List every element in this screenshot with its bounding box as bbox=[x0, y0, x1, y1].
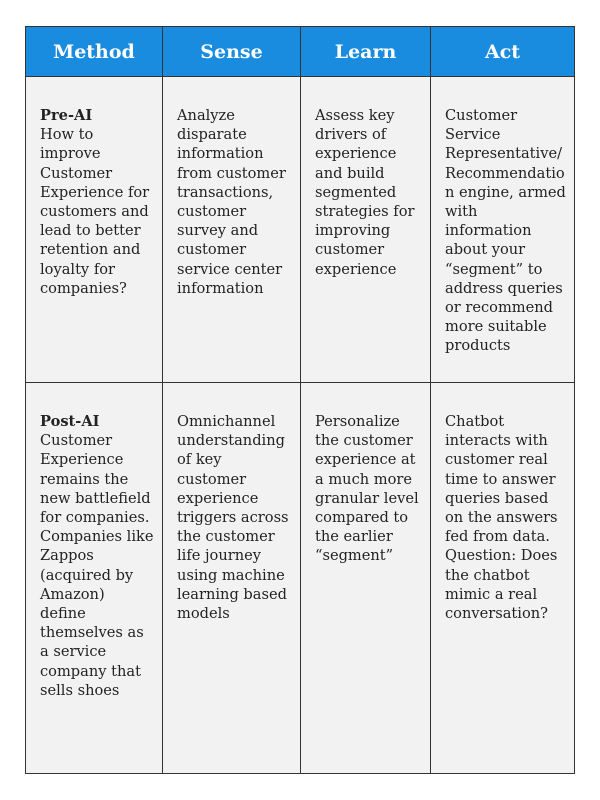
header-sense: Sense bbox=[163, 27, 301, 77]
header-method: Method bbox=[26, 27, 163, 77]
cell-post-ai-act: Chatbot interacts with customer real time to answer queries based on the answers fed from data. Question: Does the chatbot mimic a real conversation? bbox=[431, 383, 574, 773]
header-act: Act bbox=[431, 27, 574, 77]
cell-pre-ai-act: Customer Service Representative/ Recommendation engine, armed with information about your “segment” to address queries or recommend more suitable products bbox=[431, 77, 574, 383]
method-text-pre-ai: How to improve Customer Experience for customers and lead to better retention and loyalty for companies? bbox=[40, 126, 150, 297]
comparison-table bbox=[25, 26, 575, 774]
row-label-pre-ai: Pre-AI bbox=[40, 107, 93, 124]
cell-pre-ai-method bbox=[26, 77, 163, 383]
cell-post-ai-sense: Omnichannel understanding of key customer experience triggers across the customer life journey using machine learning based models bbox=[163, 383, 301, 773]
cell-pre-ai-sense: Analyze disparate information from customer transactions, customer survey and customer service center information bbox=[163, 77, 301, 383]
header-learn: Learn bbox=[301, 27, 431, 77]
cell-pre-ai-learn: Assess key drivers of experience and build segmented strategies for improving customer experience bbox=[301, 77, 431, 383]
cell-post-ai-learn: Personalize the customer experience at a much more granular level compared to the earlier “segment” bbox=[301, 383, 431, 773]
row-label-post-ai: Post-AI bbox=[40, 413, 100, 430]
cell-post-ai-method bbox=[26, 383, 163, 773]
method-text-post-ai: Customer Experience remains the new battlefield for companies. Companies like Zappos (acquired by Amazon) define themselves as a service company that sells shoes bbox=[40, 432, 154, 699]
